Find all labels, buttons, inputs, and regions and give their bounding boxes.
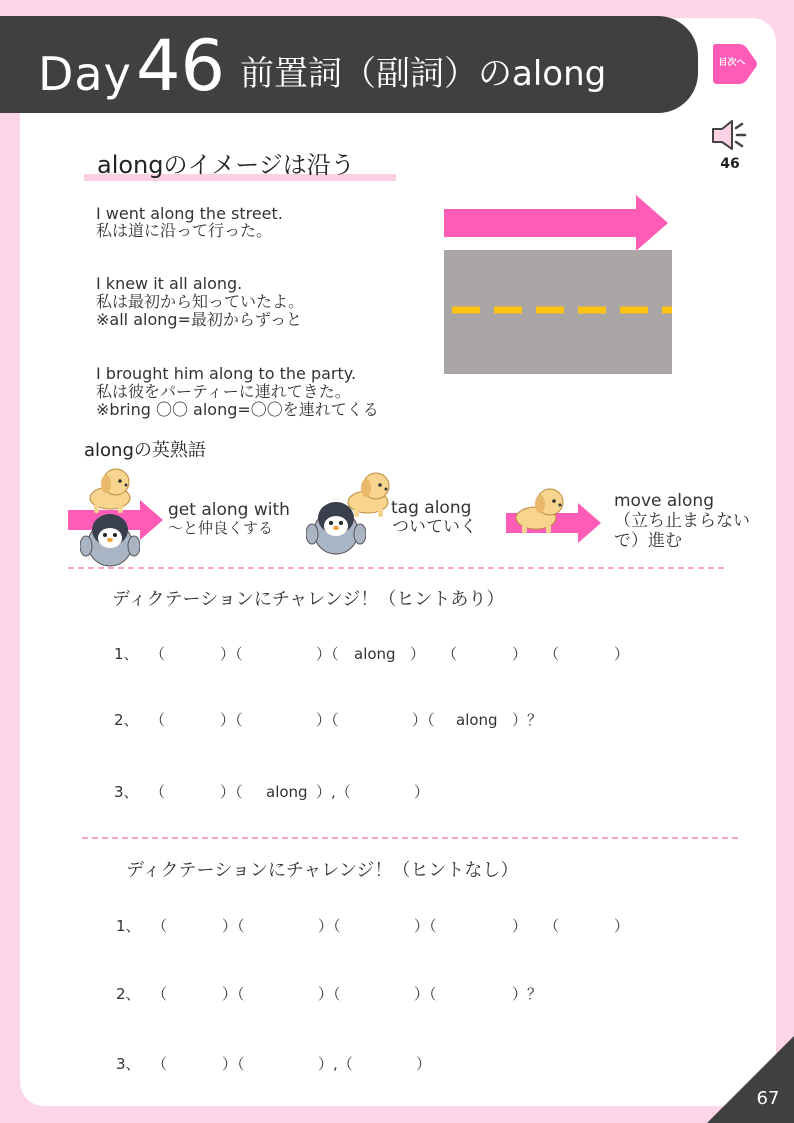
dictation-nohint-title: ディクテーションにチャレンジ！（ヒントなし） [126,860,519,881]
example-en-2: I knew it all along. [96,274,243,293]
idioms-title: alongの英熟語 [84,440,206,461]
toc-label: 目次へ [718,58,746,68]
example-ja-2: 私は最初から知っていたよ。 [96,292,305,311]
speaker-icon[interactable] [710,118,754,154]
dictation-hint-title: ディクテーションにチャレンジ！（ヒントあり） [112,589,505,610]
example-note-3: ※bring 〇〇 along=〇〇を連れてくる [96,400,379,419]
penguin-illustration [80,510,140,570]
puppy-illustration [512,486,568,534]
divider [82,837,738,839]
dictation-hint-row-3: 3、 （ ）（ along ）,（ ） [114,783,430,801]
puppy-illustration [80,466,136,514]
example-en-1: I went along the street. [96,204,283,223]
idiom-en-1: get along with [168,500,290,520]
puppy-illustration [342,470,398,518]
day-number: 46 [136,25,226,107]
example-en-3: I brought him along to the party. [96,364,357,383]
audio-track-number: 46 [720,156,740,172]
dictation-nohint-row-1: 1、 （ ）（ ）（ ）（ ） （ ） [116,917,630,935]
example-note-2: ※all along=最初からずっと [96,310,302,329]
dictation-hint-row-2: 2、 （ ）（ ）（ ）（ along ）？ [114,711,543,729]
idiom-ja-2: ついていく [392,517,477,537]
page-title: 前置詞（副詞）のalong [240,54,607,94]
toc-button[interactable] [711,44,757,84]
idiom-en-3: move along [614,491,714,511]
dictation-nohint-row-3: 3、 （ ）（ ）,（ ） [116,1055,432,1073]
page-number: 67 [756,1088,780,1109]
section-title: alongのイメージは沿う [97,151,355,179]
direction-arrow-illustration [444,195,668,251]
road-illustration [444,250,672,374]
example-ja-3: 私は彼をパーティーに連れてきた。 [96,382,351,401]
idiom-ja-3: （立ち止まらない [614,511,750,531]
dictation-nohint-row-2: 2、 （ ）（ ）（ ）（ ）？ [116,985,543,1003]
day-label: Day [38,47,132,101]
idiom-ja-1: ～と仲良くする [168,519,274,537]
divider [68,567,724,569]
example-ja-1: 私は道に沿って行った。 [96,221,273,240]
idiom-en-2: tag along [391,498,472,518]
dictation-hint-row-1: 1、 （ ）（ ）（ along ） （ ） （ ） [114,645,630,663]
idiom-ja-3b: で）進む [614,531,682,551]
